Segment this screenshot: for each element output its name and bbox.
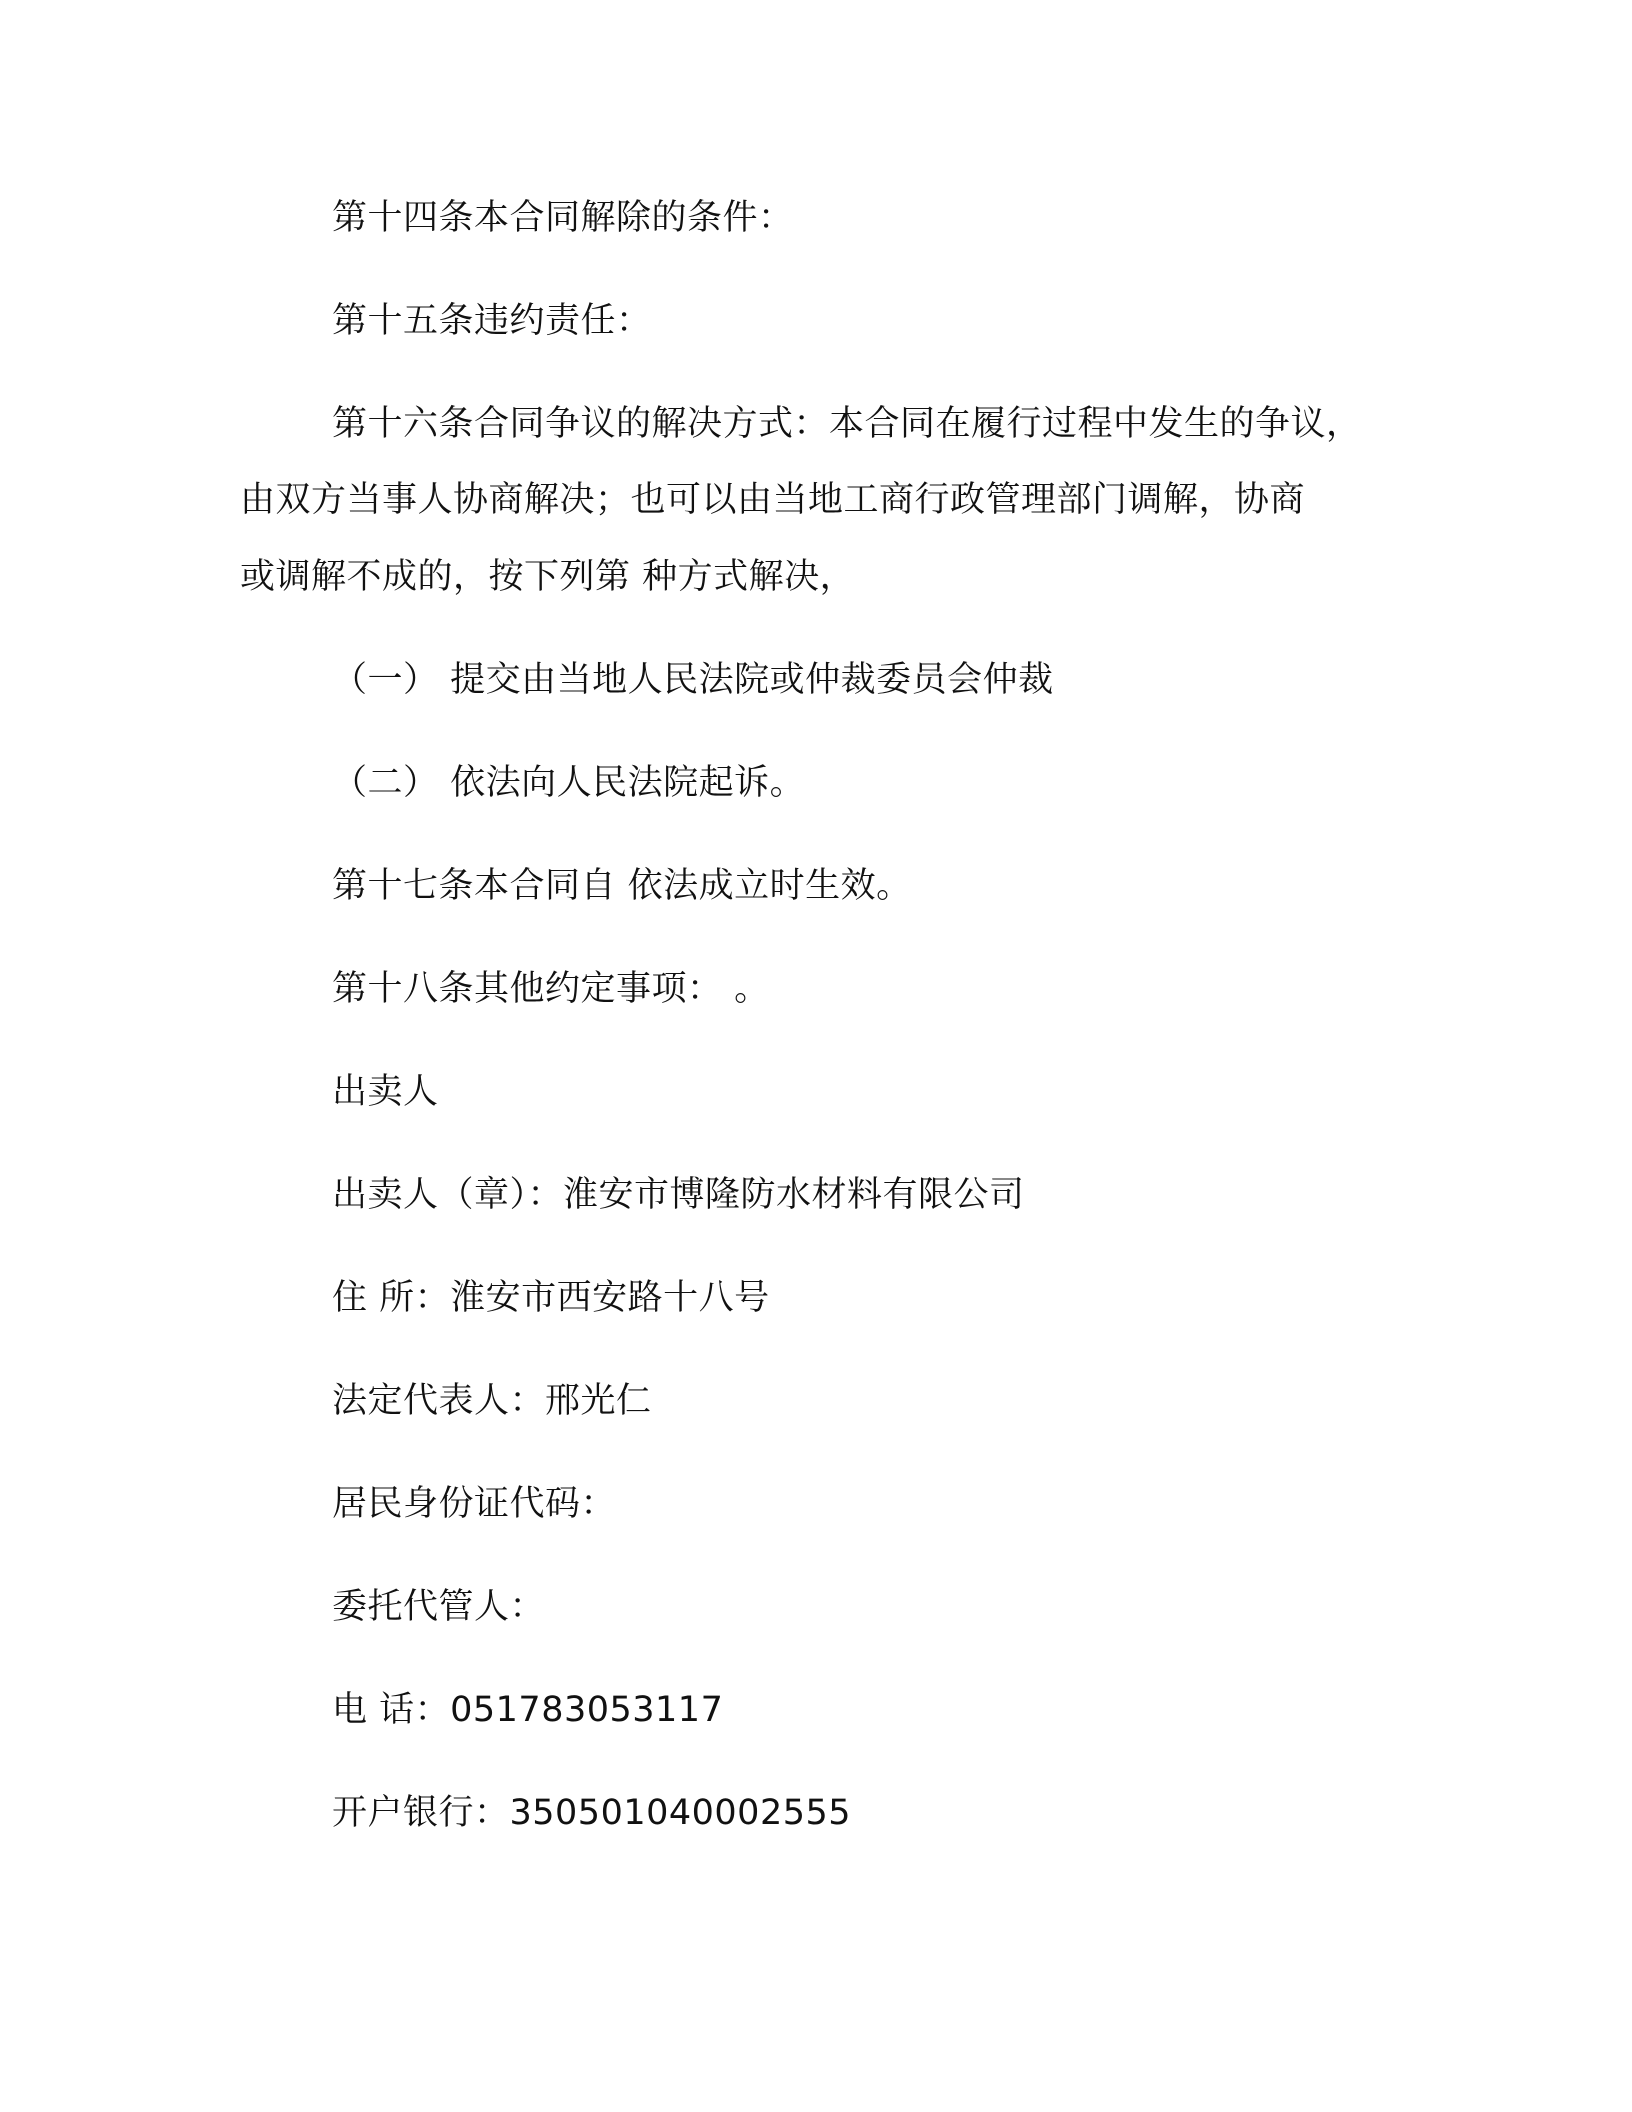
clause-16-line-1: 第十六条合同争议的解决方式：本合同在履行过程中发生的争议，	[332, 404, 1362, 444]
id-number: 居民身份证代码：	[332, 1484, 617, 1524]
option-1: （一） 提交由当地人民法院或仲裁委员会仲裁	[332, 660, 1054, 700]
seller-heading: 出卖人	[332, 1072, 439, 1112]
option-2: （二） 依法向人民法院起诉。	[332, 763, 806, 803]
agent: 委托代管人：	[332, 1587, 546, 1627]
clause-16-line-2: 由双方当事人协商解决；也可以由当地工商行政管理部门调解，协商	[240, 480, 1306, 520]
clause-16-line-3: 或调解不成的，按下列第 种方式解决，	[240, 557, 856, 597]
clause-14: 第十四条本合同解除的条件：	[332, 198, 794, 238]
clause-18: 第十八条其他约定事项： 。	[332, 969, 770, 1009]
bank-account: 开户银行：350501040002555	[332, 1793, 852, 1833]
legal-representative: 法定代表人：邢光仁	[332, 1381, 652, 1421]
phone: 电 话：051783053117	[332, 1690, 724, 1730]
seller-address: 住 所：淮安市西安路十八号	[332, 1278, 770, 1318]
seller-seal: 出卖人（章）：淮安市博隆防水材料有限公司	[332, 1175, 1025, 1215]
clause-17: 第十七条本合同自 依法成立时生效。	[332, 866, 912, 906]
clause-15: 第十五条违约责任：	[332, 301, 652, 341]
